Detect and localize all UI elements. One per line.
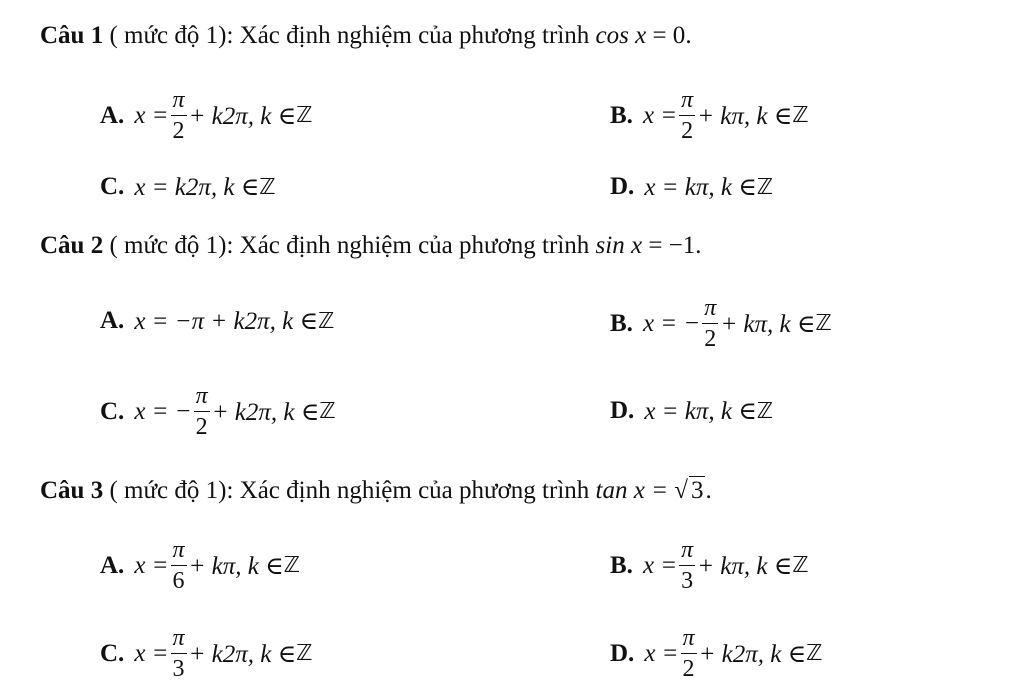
integer-set-symbol: ℤ <box>296 103 313 128</box>
question-1-option-d[interactable] <box>610 172 773 202</box>
option-pre: x = <box>642 551 678 579</box>
question-1-option-b[interactable] <box>610 88 809 143</box>
question-2 <box>40 232 702 260</box>
question-2-eq-rhs: = −1 <box>642 232 696 259</box>
integer-set-symbol: ℤ <box>792 103 809 128</box>
fraction-denominator: 3 <box>681 568 694 594</box>
option-pre: x = kπ, k ∈ <box>644 174 757 201</box>
question-1-end: . <box>685 22 692 49</box>
question-3-option-b[interactable] <box>610 538 809 593</box>
option-pre: x = −π + k2π, k ∈ <box>134 308 319 335</box>
question-3-option-a[interactable] <box>100 538 300 593</box>
question-2-option-c[interactable] <box>100 384 336 439</box>
option-pre: x = − <box>642 309 701 337</box>
fraction-numerator: π <box>171 88 187 116</box>
option-label: D. <box>610 397 635 424</box>
option-label: C. <box>100 639 125 667</box>
fraction-numerator: π <box>171 626 187 654</box>
integer-set-symbol: ℤ <box>792 553 809 578</box>
question-3-end: . <box>705 477 712 504</box>
sqrt-sign: √ <box>674 477 688 504</box>
fraction-denominator: 2 <box>682 656 695 682</box>
fraction-denominator: 2 <box>195 414 208 440</box>
option-label: C. <box>100 397 125 425</box>
fraction-denominator: 2 <box>681 118 694 144</box>
integer-set-symbol: ℤ <box>756 398 774 424</box>
fraction-numerator: π <box>679 88 695 116</box>
integer-set-symbol: ℤ <box>296 641 313 666</box>
option-label: B. <box>610 309 633 337</box>
option-label: A. <box>100 307 125 334</box>
question-3 <box>40 476 712 505</box>
question-1-option-c[interactable] <box>100 172 276 202</box>
fraction-numerator: π <box>679 538 695 566</box>
fraction <box>679 538 695 593</box>
fraction-denominator: 3 <box>172 656 185 682</box>
integer-set-symbol: ℤ <box>318 308 335 334</box>
option-label: B. <box>610 101 633 129</box>
fraction <box>171 538 187 593</box>
question-3-label: Câu 3 <box>40 477 104 504</box>
fraction-denominator: 2 <box>704 326 717 352</box>
question-2-text: ( mức độ 1): Xác định nghiệm của phương trình <box>103 232 596 259</box>
question-3-sqrt-value: 3 <box>690 477 704 504</box>
question-2-end: . <box>695 232 702 259</box>
question-2-eq-lhs: sin x <box>595 232 643 259</box>
integer-set-symbol: ℤ <box>283 553 301 578</box>
option-post: + kπ, k ∈ <box>720 310 816 338</box>
fraction-numerator: π <box>702 296 718 324</box>
question-1-eq-rhs: = 0 <box>646 22 686 49</box>
option-post: + kπ, k ∈ <box>697 102 793 130</box>
option-pre: x = <box>642 101 678 129</box>
option-label: A. <box>100 551 125 579</box>
option-label: A. <box>100 101 125 129</box>
integer-set-symbol: ℤ <box>756 174 774 200</box>
integer-set-symbol: ℤ <box>806 641 823 666</box>
question-2-option-a[interactable] <box>100 306 334 336</box>
question-2-option-d[interactable] <box>610 396 773 426</box>
question-1-text: ( mức độ 1): Xác định nghiệm của phương trình <box>103 22 596 49</box>
fraction <box>194 384 210 439</box>
integer-set-symbol: ℤ <box>815 311 832 336</box>
question-1-eq-lhs: cos x <box>595 22 647 49</box>
fraction <box>679 88 695 143</box>
option-label: D. <box>610 173 635 200</box>
option-label: C. <box>100 173 125 200</box>
question-3-option-d[interactable] <box>610 626 823 681</box>
option-pre: x = <box>134 639 169 667</box>
integer-set-symbol: ℤ <box>319 399 336 424</box>
fraction-denominator: 2 <box>172 118 185 144</box>
question-3-text: ( mức độ 1): Xác định nghiệm của phương trình <box>103 477 596 504</box>
option-pre: x = − <box>134 397 192 425</box>
option-pre: x = k2π, k ∈ <box>134 174 260 201</box>
question-1-label: Câu 1 <box>40 22 104 49</box>
option-post: + kπ, k ∈ <box>697 552 793 580</box>
question-1-option-a[interactable] <box>100 88 313 143</box>
option-post: + k2π, k ∈ <box>188 640 297 668</box>
question-3-eq-lhs: tan x = <box>595 477 675 504</box>
integer-set-symbol: ℤ <box>259 174 276 200</box>
option-post: + k2π, k ∈ <box>188 102 297 130</box>
fraction <box>171 88 187 143</box>
option-post: + kπ, k ∈ <box>188 552 284 580</box>
option-label: D. <box>610 639 635 667</box>
option-pre: x = <box>134 101 169 129</box>
question-3-option-c[interactable] <box>100 626 313 681</box>
option-pre: x = <box>134 551 169 579</box>
fraction <box>702 296 718 351</box>
question-1 <box>40 22 692 50</box>
fraction-numerator: π <box>194 384 210 412</box>
fraction <box>171 626 187 681</box>
option-post: + k2π, k ∈ <box>698 640 807 668</box>
fraction-denominator: 6 <box>172 568 185 594</box>
option-post: + k2π, k ∈ <box>211 398 320 426</box>
question-2-option-b[interactable] <box>610 296 832 351</box>
fraction <box>681 626 697 681</box>
option-pre: x = <box>644 639 679 667</box>
fraction-numerator: π <box>171 538 187 566</box>
question-2-label: Câu 2 <box>40 232 104 259</box>
fraction-numerator: π <box>681 626 697 654</box>
option-pre: x = kπ, k ∈ <box>644 398 757 425</box>
option-label: B. <box>610 551 633 579</box>
